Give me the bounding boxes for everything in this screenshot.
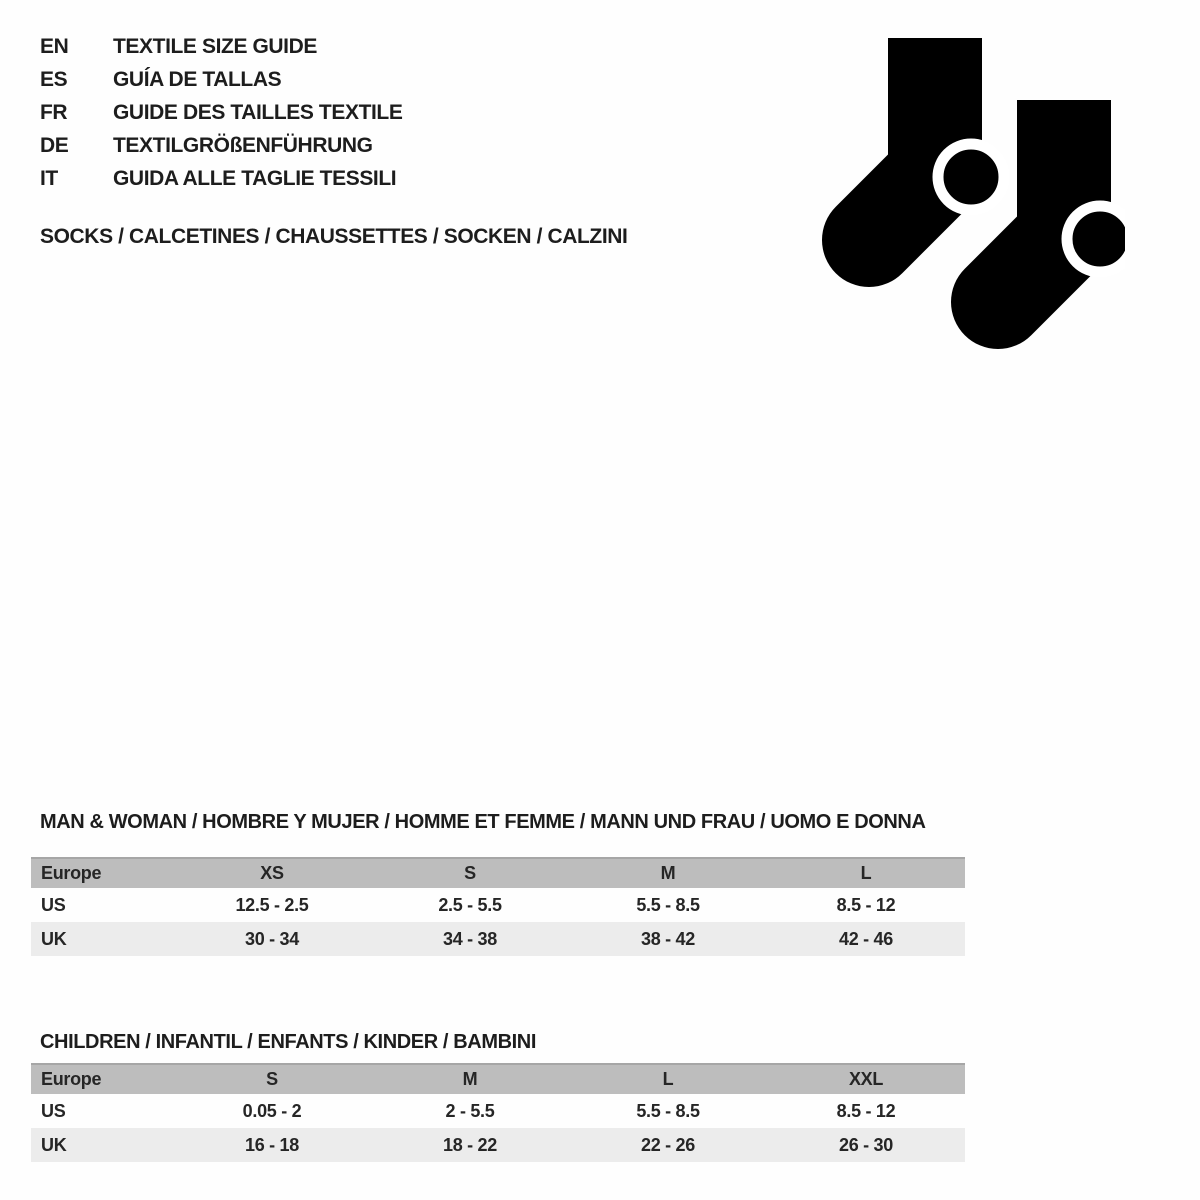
size-cell: 5.5 - 8.5	[636, 894, 700, 915]
table-row	[31, 1094, 965, 1128]
size-cell: 5.5 - 8.5	[636, 1100, 700, 1121]
size-cell: 2 - 5.5	[445, 1100, 495, 1121]
language-row	[40, 63, 402, 96]
size-cell: 8.5 - 12	[836, 1100, 896, 1121]
size-cell: 2.5 - 5.5	[438, 894, 502, 915]
language-code: ES	[40, 67, 68, 91]
table-row	[31, 888, 965, 922]
language-header	[40, 30, 402, 195]
column-header: L	[569, 1064, 767, 1094]
column-header: XXL	[767, 1064, 965, 1094]
language-code: EN	[40, 34, 69, 58]
row-label: US	[41, 1100, 66, 1121]
language-row	[40, 30, 402, 63]
column-header: L	[767, 858, 965, 888]
size-cell: 42 - 46	[767, 922, 965, 956]
size-cell: 0.05 - 2	[242, 1100, 302, 1121]
category-line: SOCKS / CALCETINES / CHAUSSETTES / SOCKEN / CALZINI	[40, 225, 628, 248]
size-cell: 22 - 26	[569, 1128, 767, 1162]
language-code: IT	[40, 166, 58, 190]
column-header: M	[371, 1064, 569, 1094]
column-header: S	[371, 858, 569, 888]
section-title-children: CHILDREN / INFANTIL / ENFANTS / KINDER / BAMBINI	[40, 1031, 536, 1053]
table-header-row	[31, 858, 965, 888]
socks-icon-svg	[815, 28, 1125, 358]
size-cell: 16 - 18	[173, 1128, 371, 1162]
language-code: FR	[40, 100, 68, 124]
column-header: S	[173, 1064, 371, 1094]
section-title-man-woman: MAN & WOMAN / HOMBRE Y MUJER / HOMME ET FEMME / MANN UND FRAU / UOMO E DONNA	[40, 811, 926, 833]
table-row	[31, 1128, 965, 1162]
column-header: XS	[173, 858, 371, 888]
row-label: US	[41, 894, 66, 915]
row-label: UK	[31, 922, 173, 956]
language-title: GUIDE DES TAILLES TEXTILE	[113, 100, 403, 124]
language-code: DE	[40, 133, 69, 157]
size-cell: 18 - 22	[371, 1128, 569, 1162]
size-cell: 26 - 30	[767, 1128, 965, 1162]
column-header: Europe	[31, 858, 173, 888]
size-cell: 30 - 34	[173, 922, 371, 956]
column-header: M	[569, 858, 767, 888]
column-header: Europe	[31, 1064, 173, 1094]
table-row	[31, 922, 965, 956]
table-header-row	[31, 1064, 965, 1094]
language-title: GUIDA ALLE TAGLIE TESSILI	[113, 166, 397, 190]
size-cell: 34 - 38	[371, 922, 569, 956]
socks-icon	[815, 28, 1125, 358]
language-row	[40, 96, 402, 129]
size-cell: 38 - 42	[569, 922, 767, 956]
row-label: UK	[31, 1128, 173, 1162]
language-title: TEXTILE SIZE GUIDE	[113, 34, 317, 58]
language-title: TEXTILGRÖßENFÜHRUNG	[113, 133, 373, 157]
size-table-children	[31, 1063, 965, 1162]
language-row	[40, 162, 402, 195]
size-cell: 8.5 - 12	[836, 894, 896, 915]
size-cell: 12.5 - 2.5	[235, 894, 309, 915]
language-title: GUÍA DE TALLAS	[113, 67, 282, 91]
language-row	[40, 129, 402, 162]
size-table-man-woman	[31, 857, 965, 956]
